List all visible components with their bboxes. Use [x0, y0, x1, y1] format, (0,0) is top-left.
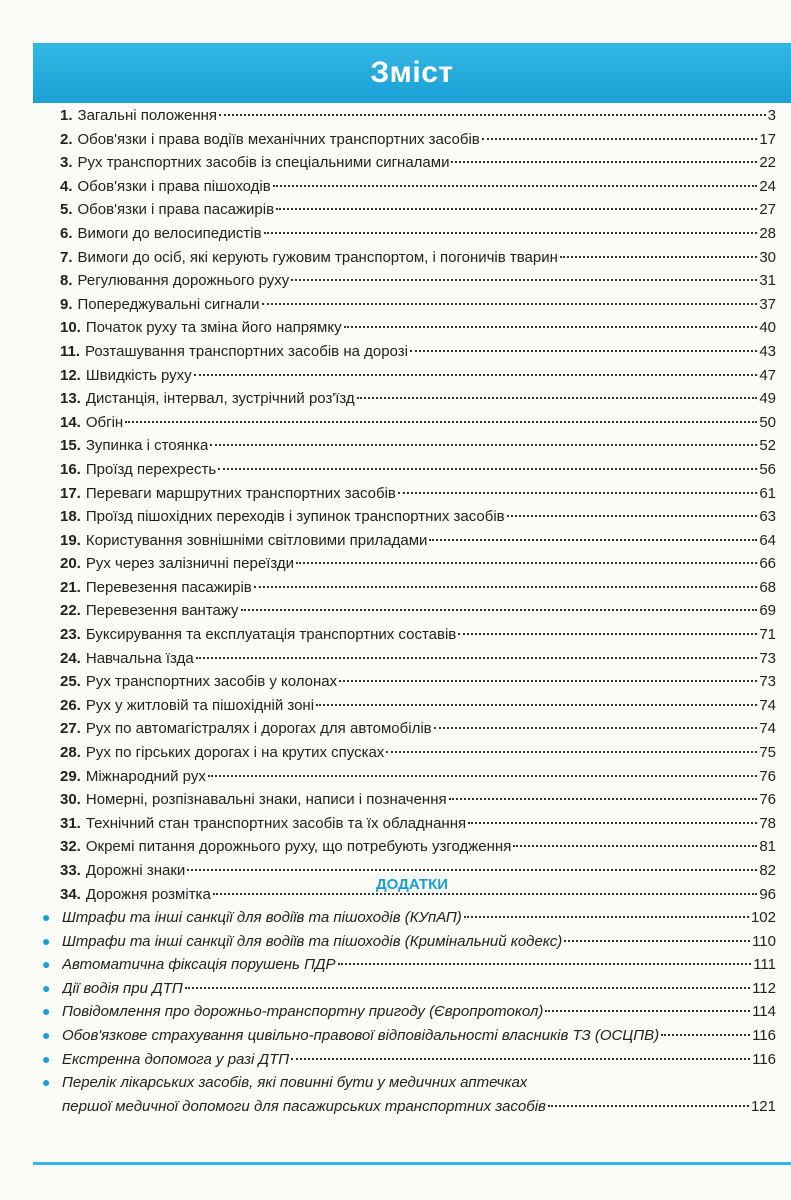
toc-entry[interactable] [60, 104, 776, 128]
toc-number: 5. [60, 201, 73, 219]
dot-leader [208, 775, 757, 777]
table-of-contents [60, 104, 776, 906]
appendix-entry[interactable] [42, 1048, 776, 1072]
toc-entry[interactable] [60, 246, 776, 270]
bottom-divider [33, 1162, 791, 1165]
dot-leader [338, 963, 752, 965]
dot-leader [316, 704, 757, 706]
toc-entry[interactable] [60, 647, 776, 671]
appendix-title: Екстренна допомога у разі ДТП [62, 1050, 290, 1068]
toc-entry[interactable] [60, 458, 776, 482]
dot-leader [296, 562, 757, 564]
toc-entry[interactable] [60, 505, 776, 529]
toc-title: Вимоги до велосипедистів [77, 224, 262, 242]
dot-leader [464, 916, 749, 918]
toc-page-number: 47 [759, 366, 776, 384]
appendix-title: Повідомлення про дорожньо-транспортну пригоду (Європротокол) [62, 1003, 544, 1021]
bullet-icon: ● [42, 909, 51, 925]
toc-title: Початок руху та зміна його напрямку [85, 319, 342, 337]
toc-number: 8. [60, 272, 73, 290]
toc-entry[interactable] [60, 482, 776, 506]
dot-leader [273, 185, 758, 187]
dot-leader [661, 1034, 750, 1036]
dot-leader [196, 657, 758, 659]
toc-title: Дорожні знаки [85, 862, 186, 879]
toc-title: Окремі питання дорожнього руху, що потребують узгодження [85, 838, 512, 856]
toc-page-number: 69 [759, 602, 776, 620]
toc-title: Навчальна їзда [85, 649, 194, 667]
toc-entry[interactable] [60, 670, 776, 694]
toc-page-number: 61 [759, 484, 776, 502]
dot-leader [262, 303, 758, 305]
toc-number: 21. [60, 578, 81, 596]
toc-entry[interactable] [60, 222, 776, 246]
toc-number: 2. [60, 130, 73, 148]
toc-number: 6. [60, 224, 73, 242]
toc-page-number: 66 [759, 555, 776, 573]
toc-number: 33. [60, 862, 81, 879]
toc-title: Технічний стан транспортних засобів та їх обладнання [85, 814, 467, 832]
toc-title: Обов'язки і права пасажирів [77, 201, 275, 219]
appendix-page-number: 112 [752, 979, 776, 997]
toc-page-number: 76 [759, 767, 776, 785]
toc-entry[interactable] [60, 269, 776, 293]
toc-title: Попереджувальні сигнали [77, 295, 260, 313]
toc-entry[interactable] [60, 529, 776, 553]
toc-entry[interactable] [60, 552, 776, 576]
appendix-title: Штрафи та інші санкції для водіїв та пішоходів (КУпАП) [62, 909, 462, 926]
appendix-title: Обов'язкове страхування цивільно-правової відповідальності власників ТЗ (ОСЦПВ) [62, 1026, 660, 1044]
toc-title: Переваги маршрутних транспортних засобів [85, 484, 396, 502]
appendix-entry[interactable] [42, 1024, 776, 1048]
dot-leader [185, 987, 750, 989]
dot-leader [218, 468, 757, 470]
toc-entry[interactable] [60, 293, 776, 317]
dot-leader [357, 397, 758, 399]
toc-title: Загальні положення [77, 107, 218, 124]
toc-title: Регулювання дорожнього руху [77, 272, 290, 290]
toc-page-number: 75 [759, 744, 776, 762]
toc-title: Рух по автомагістралях і дорогах для автомобілів [85, 720, 432, 738]
toc-entry[interactable] [60, 411, 776, 435]
bullet-icon: ● [42, 1003, 51, 1020]
toc-title: Обгін [85, 413, 124, 431]
toc-page-number: 3 [767, 107, 776, 124]
toc-title: Швидкість руху [85, 366, 192, 384]
toc-page-number: 78 [759, 814, 776, 832]
toc-entry[interactable] [60, 765, 776, 789]
toc-page-number: 73 [759, 649, 776, 667]
toc-number: 28. [60, 744, 81, 762]
toc-page-number: 40 [759, 319, 776, 337]
appendix-page-number: 116 [752, 1050, 776, 1068]
bullet-icon: ● [42, 956, 51, 973]
appendix-page-number: 116 [752, 1026, 776, 1044]
toc-number: 31. [60, 814, 81, 832]
dot-leader [344, 326, 758, 328]
appendix-title: Перелік лікарських засобів, які повинні бути у медичних аптечках [62, 1074, 528, 1092]
contents-header [33, 43, 791, 103]
dot-leader [276, 208, 757, 210]
dot-leader [386, 751, 757, 753]
toc-number: 27. [60, 720, 81, 738]
toc-number: 17. [60, 484, 81, 502]
bullet-icon: ● [42, 932, 51, 949]
toc-number: 25. [60, 673, 81, 691]
toc-number: 13. [60, 390, 81, 408]
toc-number: 14. [60, 413, 81, 431]
toc-number: 16. [60, 460, 81, 478]
toc-title: Рух у житловій та пішохідній зоні [85, 696, 315, 714]
toc-title: Буксирування та експлуатація транспортних составів [85, 626, 457, 644]
toc-page-number: 71 [759, 626, 776, 644]
dot-leader [560, 256, 757, 258]
toc-number: 20. [60, 555, 81, 573]
dot-leader [241, 609, 758, 611]
toc-title: Розташування транспортних засобів на дорозі [85, 342, 408, 360]
toc-page-number: 50 [759, 413, 776, 431]
toc-number: 18. [60, 508, 81, 526]
toc-entry[interactable] [60, 340, 776, 364]
toc-number: 4. [60, 177, 73, 195]
toc-entry[interactable] [60, 364, 776, 388]
dot-leader [410, 350, 757, 352]
toc-title: Дорожня розмітка [85, 885, 211, 903]
appendix-page-number: 121 [750, 1097, 776, 1115]
toc-page-number: 24 [759, 177, 776, 195]
toc-number: 30. [60, 791, 81, 809]
appendix-entry-continued[interactable] [42, 1095, 776, 1119]
dot-leader [429, 539, 757, 541]
dot-leader [548, 1105, 749, 1107]
toc-number: 34. [60, 885, 81, 903]
toc-title: Перевезення вантажу [85, 602, 239, 620]
toc-title: Номерні, розпізнавальні знаки, написи і позначення [85, 791, 447, 809]
toc-title: Дистанція, інтервал, зустрічний роз'їзд [85, 390, 355, 408]
dot-leader [264, 232, 758, 234]
toc-title: Рух транспортних засобів у колонах [85, 673, 338, 691]
toc-title: Проїзд пішохідних переходів і зупинок транспортних засобів [85, 508, 505, 526]
appendix-heading: ДОДАТКИ [375, 876, 449, 893]
page-title: Зміст [370, 56, 454, 89]
toc-page-number: 31 [759, 272, 776, 290]
bullet-icon: ● [42, 1050, 51, 1067]
toc-page-number: 82 [759, 862, 776, 879]
toc-title: Вимоги до осіб, які керують гужовим транспортом, і погоничів тварин [77, 248, 558, 266]
toc-entry[interactable] [60, 599, 776, 623]
dot-leader [468, 822, 757, 824]
appendix-title: першої медичної допомоги для пасажирських транспортних засобів [62, 1097, 546, 1115]
toc-entry[interactable] [60, 694, 776, 718]
toc-page-number: 68 [759, 578, 776, 596]
appendix-entry[interactable] [42, 906, 776, 930]
toc-number: 11. [60, 342, 81, 360]
appendix-title: Автоматична фіксація порушень ПДР [62, 956, 336, 974]
toc-title: Обов'язки і права водіїв механічних транспортних засобів [77, 130, 480, 148]
appendix-entry[interactable] [42, 930, 776, 954]
toc-number: 26. [60, 696, 81, 714]
toc-number: 7. [60, 248, 73, 266]
toc-number: 23. [60, 626, 81, 644]
toc-page-number: 49 [759, 390, 776, 408]
dot-leader [219, 114, 766, 116]
appendix-entry[interactable] [42, 953, 776, 977]
dot-leader [194, 374, 758, 376]
toc-entry[interactable] [60, 434, 776, 458]
toc-page-number: 96 [759, 885, 776, 903]
appendix-page-number: 102 [750, 909, 776, 926]
toc-entry[interactable] [60, 788, 776, 812]
toc-page-number: 30 [759, 248, 776, 266]
appendix-entry[interactable] [42, 1071, 776, 1095]
dot-leader [125, 421, 757, 423]
toc-number: 32. [60, 838, 81, 856]
toc-title: Рух транспортних засобів із спеціальними сигналами [77, 154, 450, 172]
dot-leader [210, 444, 757, 446]
toc-entry[interactable] [60, 175, 776, 199]
toc-entry[interactable] [60, 623, 776, 647]
toc-number: 19. [60, 531, 81, 549]
toc-title: Обов'язки і права пішоходів [77, 177, 271, 195]
toc-page-number: 37 [759, 295, 776, 313]
toc-page-number: 22 [759, 154, 776, 172]
dot-leader [451, 161, 757, 163]
appendix-page-number: 110 [752, 932, 776, 950]
toc-number: 22. [60, 602, 81, 620]
toc-entry[interactable] [60, 387, 776, 411]
toc-entry[interactable] [60, 835, 776, 859]
toc-number: 24. [60, 649, 81, 667]
toc-entry[interactable] [60, 576, 776, 600]
appendix-page-number: 111 [753, 956, 776, 974]
toc-number: 3. [60, 154, 73, 172]
toc-page-number: 74 [759, 696, 776, 714]
dot-leader [291, 279, 757, 281]
dot-leader [398, 492, 757, 494]
toc-title: Зупинка і стоянка [85, 437, 209, 455]
appendix-title: Штрафи та інші санкції для водіїв та пішоходів (Кримінальний кодекс) [62, 932, 563, 950]
toc-entry[interactable] [60, 128, 776, 152]
toc-number: 10. [60, 319, 81, 337]
toc-entry[interactable] [60, 198, 776, 222]
toc-page-number: 17 [759, 130, 776, 148]
appendix-page-number: 114 [752, 1003, 776, 1021]
dot-leader [458, 633, 757, 635]
appendix-entry[interactable] [42, 977, 776, 1001]
toc-number: 9. [60, 295, 73, 313]
toc-page-number: 52 [759, 437, 776, 455]
toc-page-number: 81 [759, 838, 776, 856]
toc-page-number: 28 [759, 224, 776, 242]
dot-leader [254, 586, 758, 588]
toc-page-number: 73 [759, 673, 776, 691]
toc-number: 29. [60, 767, 81, 785]
dot-leader [507, 515, 758, 517]
dot-leader [545, 1010, 750, 1012]
dot-leader [513, 845, 757, 847]
dot-leader [482, 138, 758, 140]
toc-title: Проїзд перехресть [85, 460, 217, 478]
toc-entry[interactable] [60, 741, 776, 765]
dot-leader [449, 798, 758, 800]
dot-leader [291, 1058, 750, 1060]
toc-page-number: 56 [759, 460, 776, 478]
toc-title: Рух через залізничні переїзди [85, 555, 295, 573]
toc-title: Користування зовнішніми світловими приладами [85, 531, 428, 549]
dot-leader [434, 727, 758, 729]
bullet-icon: ● [42, 1074, 51, 1091]
toc-title: Міжнародний рух [85, 767, 206, 785]
toc-page-number: 76 [759, 791, 776, 809]
toc-page-number: 64 [759, 531, 776, 549]
dot-leader [187, 869, 757, 871]
toc-title: Рух по гірських дорогах і на крутих спусках [85, 744, 385, 762]
bullet-icon: ● [42, 979, 51, 996]
toc-entry[interactable] [60, 812, 776, 836]
dot-leader [339, 680, 757, 682]
toc-number: 15. [60, 437, 81, 455]
toc-page-number: 74 [759, 720, 776, 738]
toc-page-number: 43 [759, 342, 776, 360]
toc-entry[interactable] [60, 151, 776, 175]
bullet-icon: ● [42, 1026, 51, 1043]
dot-leader [564, 940, 750, 942]
toc-entry[interactable] [60, 717, 776, 741]
appendix-list [42, 906, 776, 1118]
toc-title: Перевезення пасажирів [85, 578, 252, 596]
appendix-title: Дії водія при ДТП [62, 979, 183, 997]
toc-entry[interactable] [60, 316, 776, 340]
toc-number: 1. [60, 107, 73, 124]
toc-page-number: 27 [759, 201, 776, 219]
appendix-entry[interactable] [42, 1000, 776, 1024]
toc-number: 12. [60, 366, 81, 384]
toc-page-number: 63 [759, 508, 776, 526]
